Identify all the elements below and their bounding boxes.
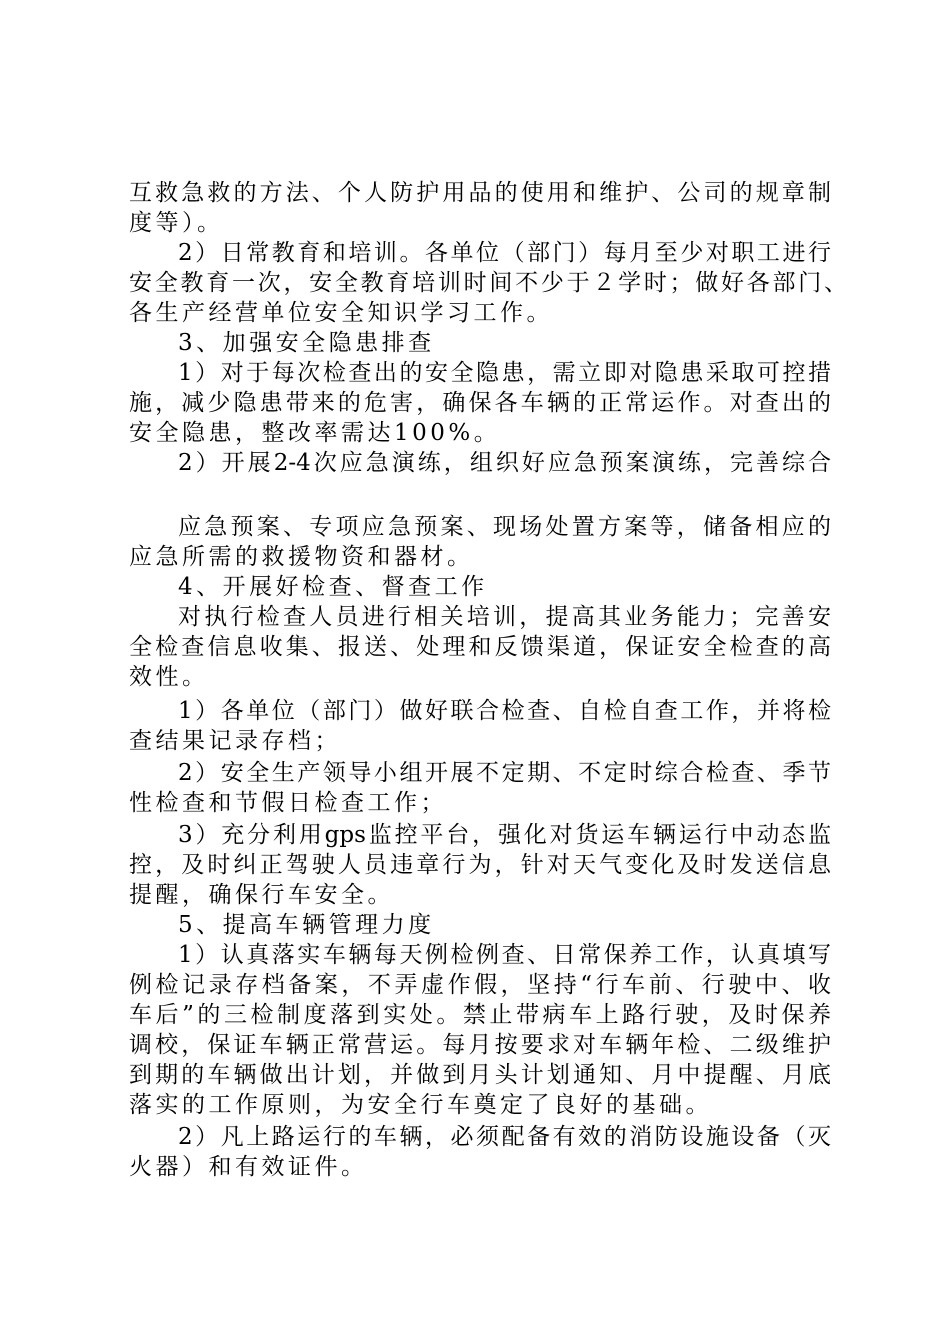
section-heading: 4、开展好检查、督查工作 <box>178 574 488 600</box>
text-line: 效性。 <box>129 664 209 690</box>
text-line: 提醒，确保行车安全。 <box>129 882 394 908</box>
text-line: 安全隐患，整改率需达100%。 <box>129 420 501 446</box>
text-line: 性检查和节假日检查工作； <box>129 790 447 816</box>
text-line: 2）凡上路运行的车辆，必须配备有效的消防设施设备（灭 <box>178 1124 831 1150</box>
text-line: 应急所需的救援物资和器材。 <box>129 544 474 570</box>
text-line: 例检记录存档备案，不弄虚作假，坚持“行车前、行驶中、收 <box>129 972 831 998</box>
text-line: 应急预案、专项应急预案、现场处置方案等，储备相应的 <box>178 514 831 540</box>
text-line: 各生产经营单位安全知识学习工作。 <box>129 300 553 326</box>
text-line: 2）安全生产领导小组开展不定期、不定时综合检查、季节 <box>178 760 831 786</box>
text-line: 施，减少隐患带来的危害，确保各车辆的正常运作。对查出的 <box>129 390 831 416</box>
text-line: 火器）和有效证件。 <box>129 1154 368 1180</box>
text-line: 1）各单位（部门）做好联合检查、自检自查工作，并将检 <box>178 698 831 724</box>
text-line: 全检查信息收集、报送、处理和反馈渠道，保证安全检查的高 <box>129 634 831 660</box>
text-line: 2）日常教育和培训。各单位（部门）每月至少对职工进行 <box>178 240 831 266</box>
text-line: 1）对于每次检查出的安全隐患，需立即对隐患采取可控措 <box>178 360 831 386</box>
text-line: 车后”的三检制度落到实处。禁止带病车上路行驶，及时保养 <box>129 1002 831 1028</box>
text-line: 对执行检查人员进行相关培训，提高其业务能力；完善安 <box>178 604 831 630</box>
text-line: 控，及时纠正驾驶人员违章行为，针对天气变化及时发送信息 <box>129 852 831 878</box>
text-line: 到期的车辆做出计划，并做到月头计划通知、月中提醒、月底 <box>129 1062 831 1088</box>
section-heading: 3、加强安全隐患排查 <box>178 330 435 356</box>
text-line: 调校，保证车辆正常营运。每月按要求对车辆年检、二级维护 <box>129 1032 831 1058</box>
text-line: 3）充分利用gps监控平台，强化对货运车辆运行中动态监 <box>178 822 831 848</box>
text-line: 2）开展2-4次应急演练，组织好应急预案演练，完善综合 <box>178 450 831 476</box>
text-line: 查结果记录存档； <box>129 728 341 754</box>
text-line: 互救急救的方法、个人防护用品的使用和维护、公司的规章制 <box>129 180 831 206</box>
text-line: 安全教育一次，安全教育培训时间不少于２学时；做好各部门、 <box>129 270 847 296</box>
text-line: 落实的工作原则，为安全行车奠定了良好的基础。 <box>129 1092 712 1118</box>
text-line: 度等）。 <box>129 210 224 236</box>
text-line: 1）认真落实车辆每天例检例查、日常保养工作，认真填写 <box>178 942 831 968</box>
section-heading: 5、提高车辆管理力度 <box>178 912 435 938</box>
